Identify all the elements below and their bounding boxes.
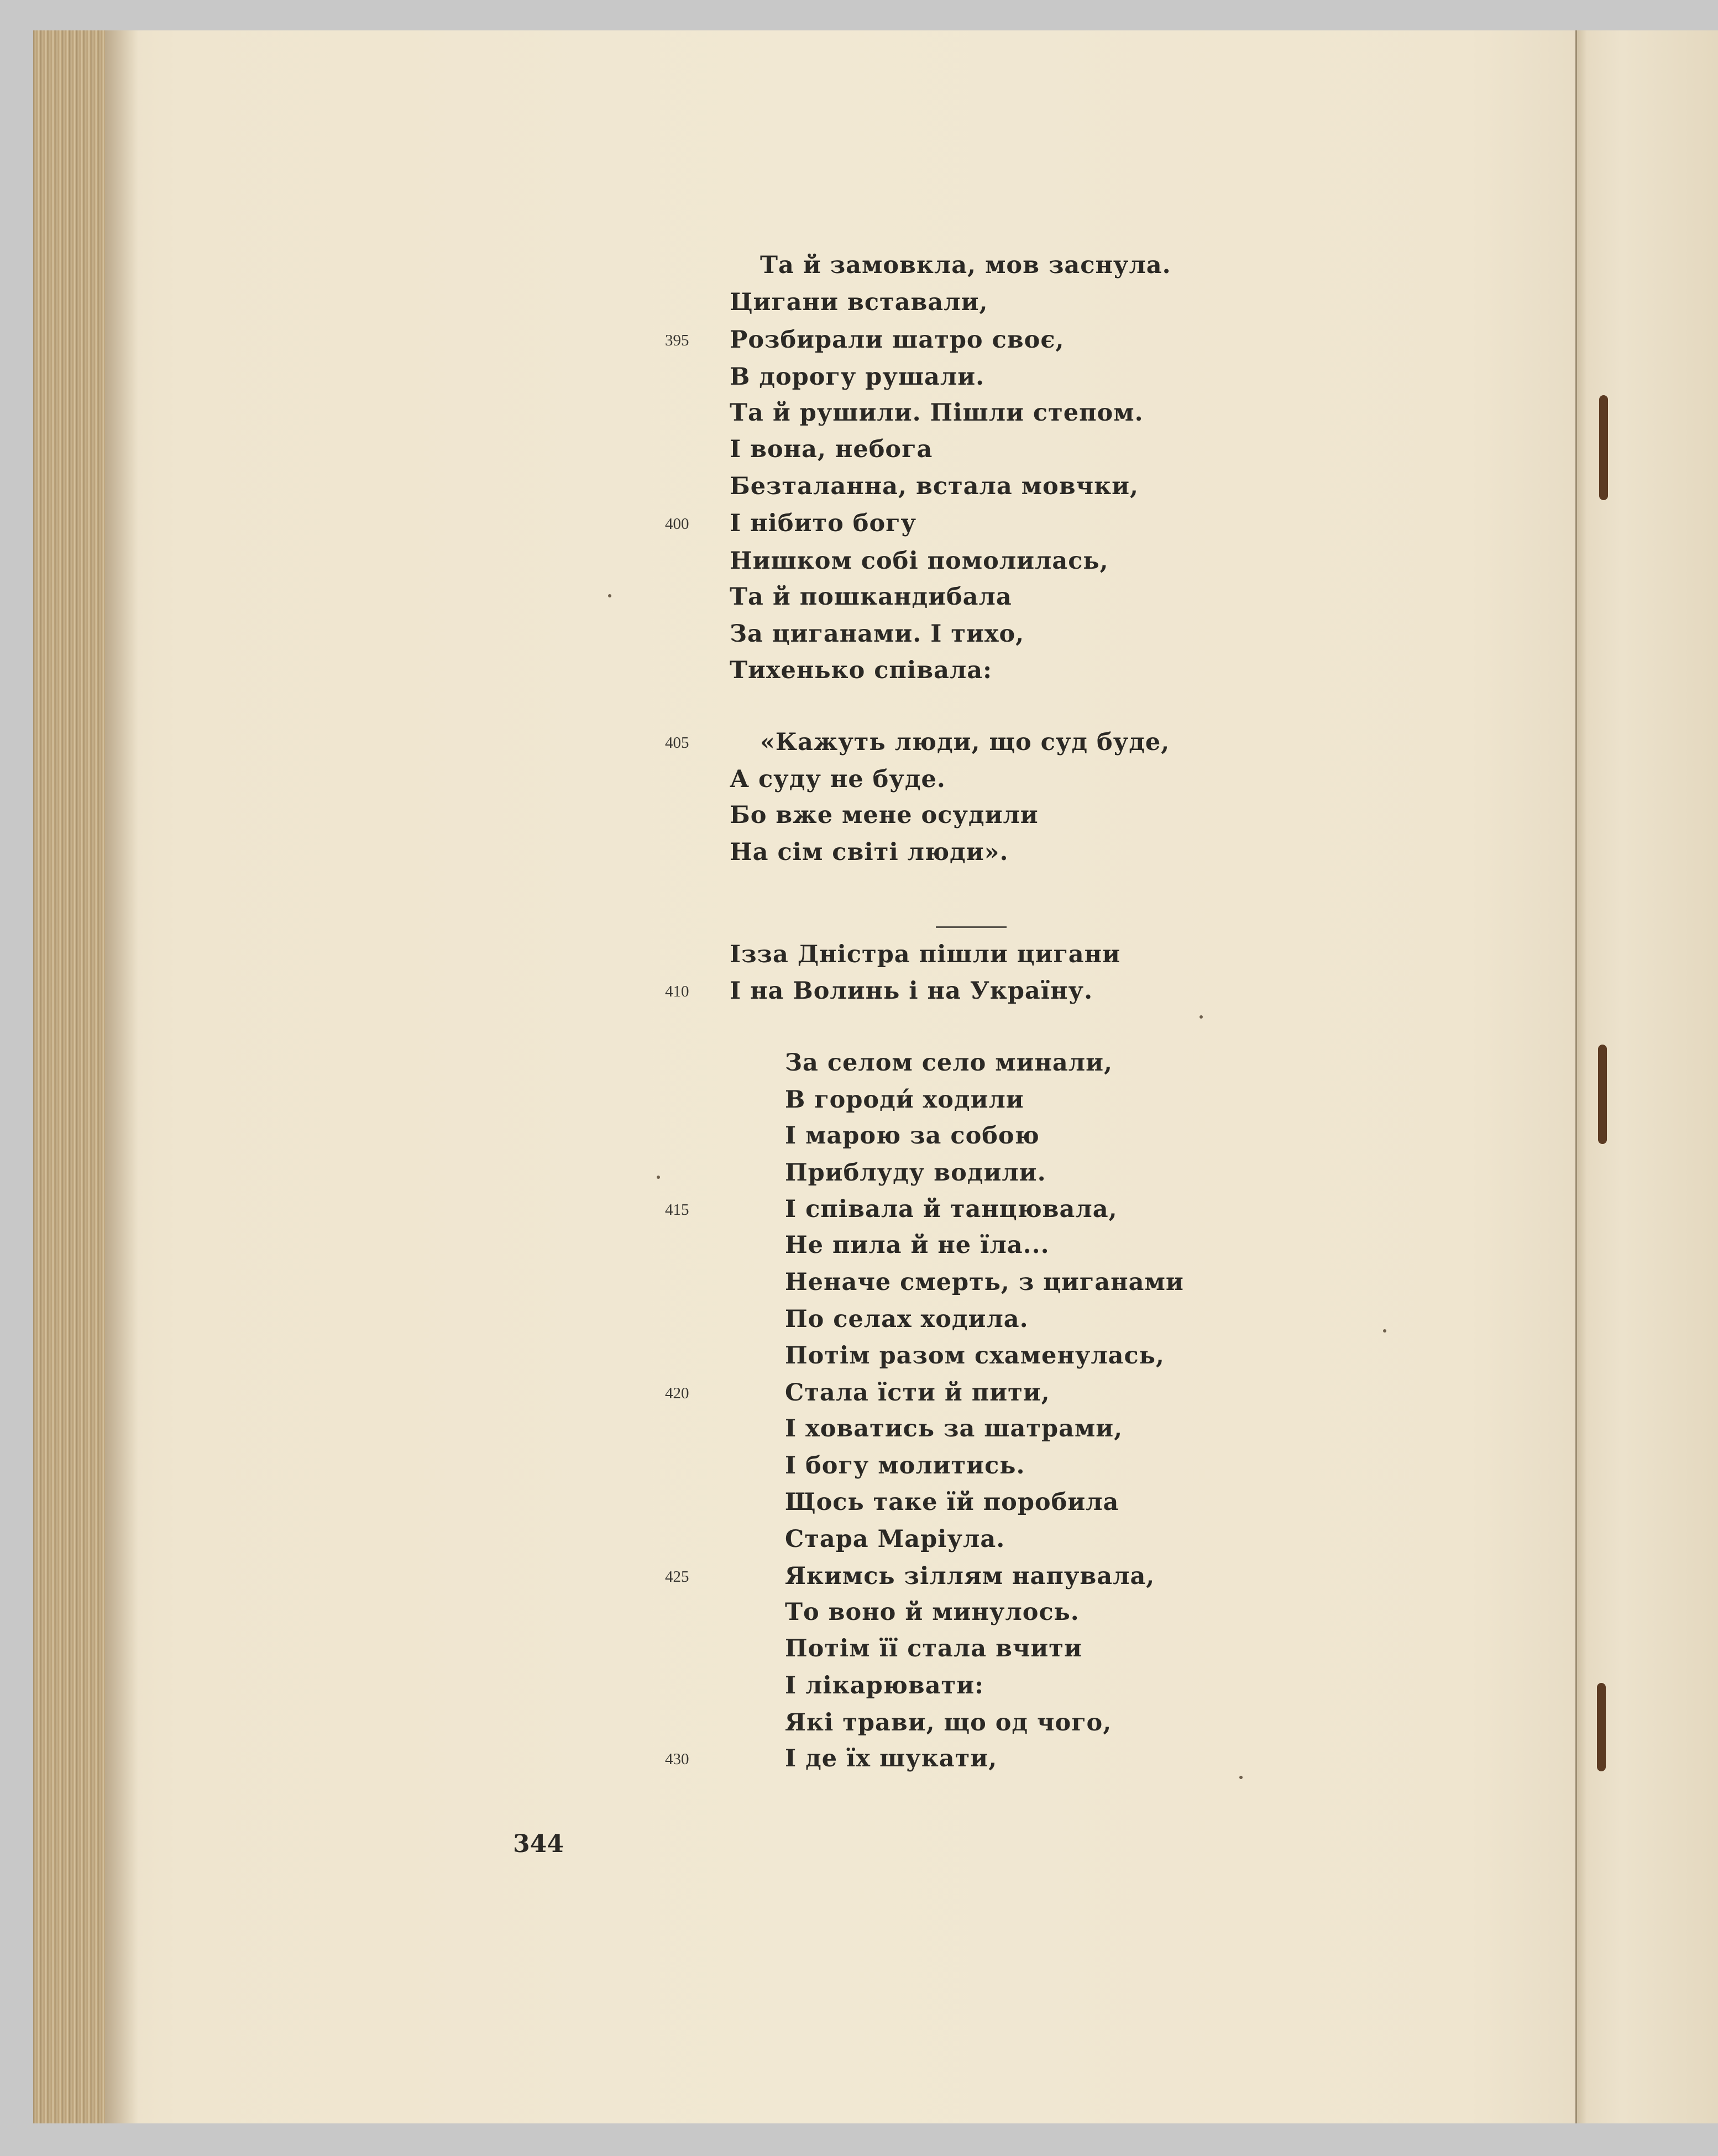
paper-speck [1383, 1329, 1386, 1333]
page-number: 344 [513, 1830, 564, 1858]
next-page-edge [1575, 30, 1718, 2123]
poem-line: В городи́ ходили [785, 1086, 1024, 1114]
line-number: 415 [665, 1201, 689, 1219]
poem-line: Які трави, що од чого, [785, 1709, 1112, 1737]
poem-line: Та й пошкандибала [730, 583, 1012, 611]
poem-line: Ізза Дністра пішли цигани [730, 941, 1121, 968]
line-number: 420 [665, 1384, 689, 1402]
poem-line: Безталанна, встала мовчки, [730, 473, 1139, 500]
poem-line: То воно й минулось. [785, 1598, 1080, 1626]
poem-line: І співала й танцювала, [785, 1195, 1118, 1223]
poem-line: Приблуду водили. [785, 1159, 1046, 1187]
section-divider [936, 926, 1007, 928]
poem-line: За циганами. І тихо, [730, 620, 1025, 648]
line-number: 430 [665, 1750, 689, 1768]
line-number: 410 [665, 983, 689, 1000]
binding-mark [1597, 1683, 1606, 1771]
poem-line: І марою за собою [785, 1122, 1040, 1150]
poem-line: І вона, небога [730, 436, 933, 463]
poem-line: Та й рушили. Пішли степом. [730, 399, 1144, 427]
binding-mark [1598, 1045, 1607, 1144]
paper-speck [608, 594, 611, 597]
poem-line: Потім її стала вчити [785, 1635, 1082, 1662]
book-page [33, 30, 1718, 2123]
poem-line: Потім разом схаменулась, [785, 1342, 1165, 1370]
poem-line: І нібито богу [730, 510, 916, 537]
paper-speck [1239, 1776, 1243, 1779]
paper-speck [1200, 1015, 1203, 1019]
gutter-shadow [105, 30, 138, 2123]
poem-line: «Кажуть люди, що суд буде, [760, 728, 1170, 756]
poem-line: Стала їсти й пити, [785, 1379, 1050, 1407]
poem-line: В дорогу рушали. [730, 363, 985, 391]
poem-line: Та й замовкла, мов заснула. [760, 251, 1171, 279]
poem-line: Тихенько співала: [730, 657, 993, 684]
poem-line: А суду не буде. [730, 765, 946, 793]
line-number: 395 [665, 332, 689, 349]
poem-line: І ховатись за шатрами, [785, 1415, 1123, 1442]
poem-line: За селом село минали, [785, 1049, 1113, 1077]
poem-line: Неначе смерть, з циганами [785, 1268, 1184, 1296]
page-edges-left [33, 30, 105, 2123]
poem-line: Розбирали шатро своє, [730, 326, 1065, 354]
poem-line: Якимсь зіллям напувала, [785, 1562, 1155, 1590]
poem-line: І на Волинь і на Україну. [730, 977, 1093, 1005]
poem-line: Стара Маріула. [785, 1525, 1005, 1553]
line-number: 405 [665, 734, 689, 752]
paper-speck [657, 1176, 660, 1179]
poem-line: По селах ходила. [785, 1305, 1029, 1333]
poem-line: Не пила й не їла... [785, 1231, 1050, 1259]
poem-line: Бо вже мене осудили [730, 801, 1039, 829]
poem-line: І лікарювати: [785, 1672, 984, 1699]
poem-line: На сім світі люди». [730, 838, 1009, 866]
poem-line: Нишком собі помолилась, [730, 547, 1109, 575]
line-number: 425 [665, 1568, 689, 1586]
binding-mark [1599, 395, 1608, 500]
poem-line: Щось таке їй поробила [785, 1488, 1119, 1516]
poem-line: І богу молитись. [785, 1452, 1025, 1480]
poem-line: І де їх шукати, [785, 1745, 998, 1772]
line-number: 400 [665, 515, 689, 533]
poem-line: Цигани вставали, [730, 288, 988, 316]
